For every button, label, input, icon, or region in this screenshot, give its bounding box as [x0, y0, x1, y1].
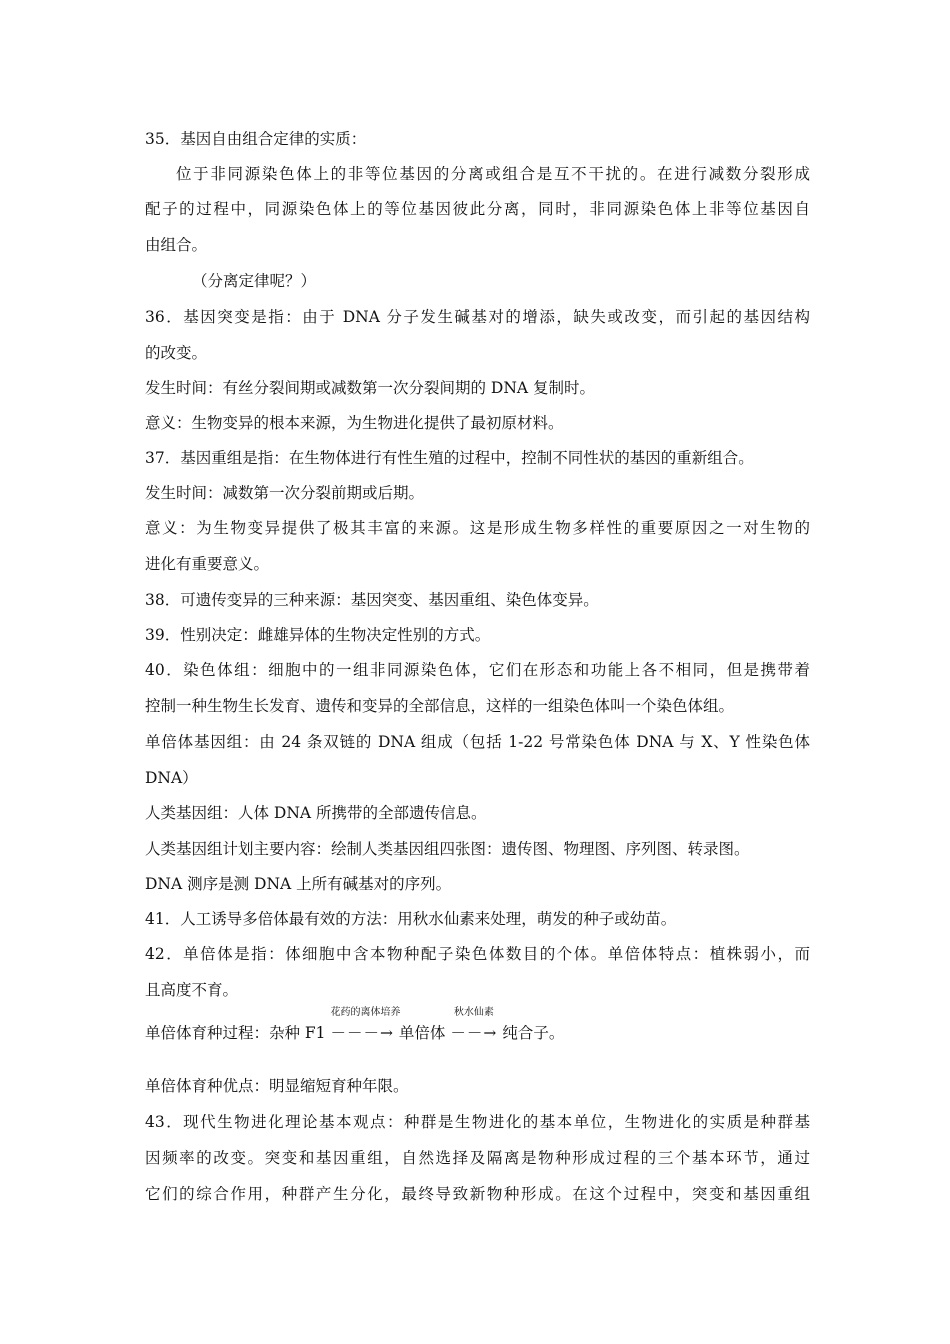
heading-41: 41．人工诱导多倍体最有效的方法：用秋水仙素来处理，萌发的种子或幼苗。	[145, 910, 677, 928]
heading-42: 42．单倍体是指：体细胞中含本物种配子染色体数目的个体。单倍体特点：植株弱小，而	[145, 945, 810, 963]
paragraph-line: 发生时间：减数第一次分裂前期或后期。	[145, 484, 425, 502]
paragraph-line: 单倍体育种优点：明显缩短育种年限。	[145, 1077, 409, 1095]
arrow-icon: －－－→	[330, 1024, 394, 1042]
reaction-arrow	[330, 1007, 401, 1044]
note-line: （分离定律呢？）	[192, 272, 317, 290]
paragraph-line: 由组合。	[145, 236, 208, 254]
paragraph-line: 且高度不育。	[145, 981, 239, 999]
paragraph-line: 控制一种生物生长发育、遗传和变异的全部信息，这样的一组染色体叫一个染色体组。	[145, 697, 735, 715]
heading-40: 40．染色体组：细胞中的一组非同源染色体，它们在形态和功能上各不相同，但是携带着	[145, 661, 810, 679]
breeding-suffix: 纯合子。	[502, 1024, 565, 1042]
heading-38: 38．可遗传变异的三种来源：基因突变、基因重组、染色体变异。	[145, 591, 599, 609]
heading-37: 37．基因重组是指：在生物体进行有性生殖的过程中，控制不同性状的基因的重新组合。	[145, 449, 754, 467]
arrow-icon: －－→	[450, 1024, 498, 1042]
paragraph-line: 意义：生物变异的根本来源，为生物进化提供了最初原材料。	[145, 414, 564, 432]
arrow-label: 秋水仙素	[453, 1007, 494, 1018]
heading-43: 43．现代生物进化理论基本观点：种群是生物进化的基本单位，生物进化的实质是种群基	[145, 1113, 810, 1131]
heading-35: 35．基因自由组合定律的实质：	[145, 130, 367, 148]
breeding-middle: 单倍体	[398, 1024, 446, 1042]
paragraph-line: 人类基因组计划主要内容：绘制人类基因组四张图：遗传图、物理图、序列图、转录图。	[145, 840, 750, 858]
arrow-label: 花药的离体培养	[330, 1007, 401, 1018]
paragraph-line: 发生时间：有丝分裂间期或减数第一次分裂间期的 DNA 复制时。	[145, 379, 596, 397]
paragraph-line: 因频率的改变。突变和基因重组，自然选择及隔离是物种形成过程的三个基本环节，通过	[145, 1149, 810, 1167]
paragraph-line: 人类基因组：人体 DNA 所携带的全部遗传信息。	[145, 804, 487, 822]
paragraph-line: 的改变。	[145, 344, 208, 362]
paragraph-line: 它们的综合作用，种群产生分化，最终导致新物种形成。在这个过程中，突变和基因重组	[145, 1185, 810, 1203]
heading-39: 39．性别决定：雌雄异体的生物决定性别的方式。	[145, 626, 491, 644]
paragraph-line: 单倍体基因组：由 24 条双链的 DNA 组成（包括 1-22 号常染色体 DNA 与 X、Y 性染色体	[145, 733, 810, 751]
paragraph-line: 位于非同源染色体上的非等位基因的分离或组合是互不干扰的。在进行减数分裂形成	[176, 165, 810, 183]
reaction-arrow	[450, 1007, 498, 1044]
paragraph-line: 配子的过程中，同源染色体上的等位基因彼此分离，同时，非同源染色体上非等位基因自	[145, 200, 810, 218]
heading-36: 36．基因突变是指：由于 DNA 分子发生碱基对的增添，缺失或改变，而引起的基因结构	[145, 308, 810, 326]
breeding-prefix: 单倍体育种过程：杂种 F1	[145, 1024, 326, 1042]
breeding-process-line	[145, 1007, 810, 1044]
paragraph-line: DNA 测序是测 DNA 上所有碱基对的序列。	[145, 875, 452, 893]
paragraph-line: 意义：为生物变异提供了极其丰富的来源。这是形成生物多样性的重要原因之一对生物的	[145, 519, 810, 537]
paragraph-line: 进化有重要意义。	[145, 555, 270, 573]
paragraph-line: DNA）	[145, 769, 198, 787]
